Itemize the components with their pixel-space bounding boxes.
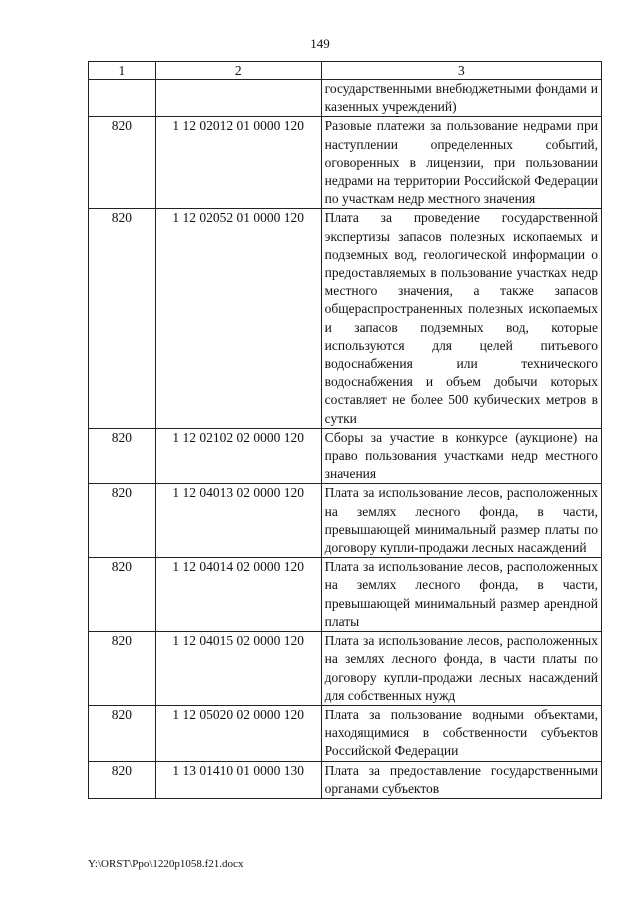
table-row xyxy=(89,484,602,558)
table-row xyxy=(89,117,602,209)
budget-code-cell: 1 12 04013 02 0000 120 xyxy=(155,484,321,558)
description-cell: государственными внебюджетными фондами и казенных учреждений) xyxy=(321,80,601,117)
description-cell: Плата за проведение государственной экспертизы запасов полезных ископаемых и подземных вод, геологической информации о предоставляемых в пользование участках недр местного значения, а также запасов общераспространенных полезных ископаемых и запасов подземных вод, которые используются для целей питьевого водоснабжения или технического водоснабжения и объем добычи которых составляет не более 500 кубических метров в сутки xyxy=(321,209,601,428)
description-cell: Сборы за участие в конкурсе (аукционе) на право пользования участками недр местного значения xyxy=(321,428,601,484)
budget-code-cell: 1 12 02012 01 0000 120 xyxy=(155,117,321,209)
table-row xyxy=(89,632,602,706)
column-header-3: 3 xyxy=(321,62,601,80)
description-cell: Плата за использование лесов, расположенных на землях лесного фонда, в части платы по договору купли-продажи лесных насаждений для собственных нужд xyxy=(321,632,601,706)
column-header-1: 1 xyxy=(89,62,156,80)
description-cell: Плата за использование лесов, расположенных на землях лесного фонда, в части, превышающей минимальный размер платы по договору купли-продажи лесных насаждений xyxy=(321,484,601,558)
budget-code-cell: 1 12 04014 02 0000 120 xyxy=(155,558,321,632)
table-header-row xyxy=(89,62,602,80)
table-row-continuation xyxy=(89,80,602,117)
description-cell: Плата за пользование водными объектами, находящимися в собственности субъектов Российской Федерации xyxy=(321,705,601,761)
file-path-footer: Y:\ORST\Ppo\1220p1058.f21.docx xyxy=(88,858,244,870)
admin-code-cell: 820 xyxy=(89,705,156,761)
budget-code-cell xyxy=(155,80,321,117)
table-row xyxy=(89,428,602,484)
table-row xyxy=(89,558,602,632)
budget-codes-table xyxy=(88,61,602,799)
budget-code-cell: 1 13 01410 01 0000 130 xyxy=(155,761,321,798)
table-row xyxy=(89,705,602,761)
table-row xyxy=(89,761,602,798)
description-cell: Плата за предоставление государственными органами субъектов xyxy=(321,761,601,798)
column-header-2: 2 xyxy=(155,62,321,80)
description-cell: Плата за использование лесов, расположенных на землях лесного фонда, в части, превышающей минимальный размер арендной платы xyxy=(321,558,601,632)
budget-code-cell: 1 12 04015 02 0000 120 xyxy=(155,632,321,706)
admin-code-cell: 820 xyxy=(89,484,156,558)
admin-code-cell: 820 xyxy=(89,209,156,428)
budget-code-cell: 1 12 02052 01 0000 120 xyxy=(155,209,321,428)
admin-code-cell: 820 xyxy=(89,117,156,209)
description-cell: Разовые платежи за пользование недрами при наступлении определенных событий, оговоренных в лицензии, при пользовании недрами на территории Российской Федерации по участкам недр местного значения xyxy=(321,117,601,209)
admin-code-cell: 820 xyxy=(89,632,156,706)
budget-code-cell: 1 12 02102 02 0000 120 xyxy=(155,428,321,484)
page-number: 149 xyxy=(310,36,330,51)
table-row xyxy=(89,209,602,428)
budget-code-cell: 1 12 05020 02 0000 120 xyxy=(155,705,321,761)
admin-code-cell: 820 xyxy=(89,428,156,484)
admin-code-cell xyxy=(89,80,156,117)
admin-code-cell: 820 xyxy=(89,761,156,798)
admin-code-cell: 820 xyxy=(89,558,156,632)
